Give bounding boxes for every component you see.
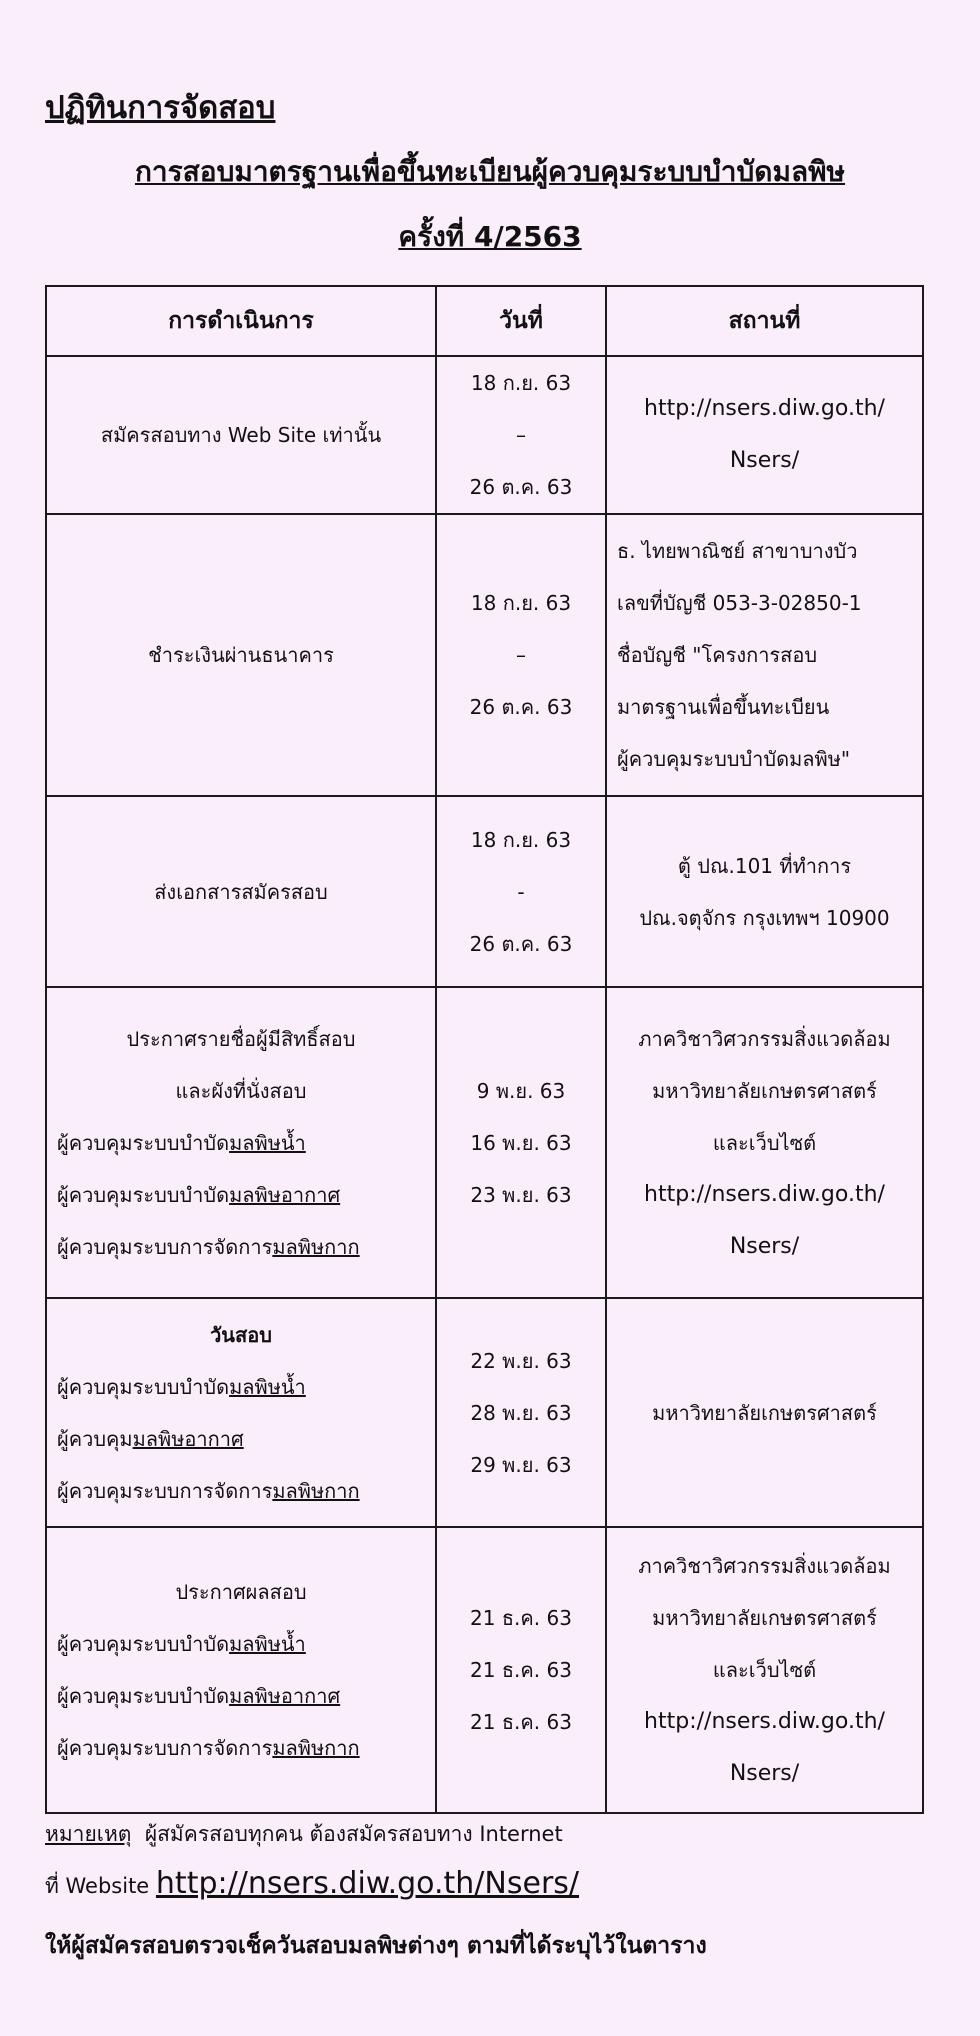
page-title: ปฏิทินการจัดสอบ bbox=[45, 90, 276, 126]
place-cell bbox=[606, 796, 923, 987]
date-separator: - bbox=[517, 879, 525, 904]
note-text: ผู้สมัครสอบทุกคน ต้องสมัครสอบทาง Internet bbox=[144, 1822, 563, 1846]
date-start: 18 ก.ย. 63 bbox=[470, 371, 572, 395]
activity-item: ผู้ควบคุมระบบบำบัดมลพิษอากาศ bbox=[57, 1684, 341, 1708]
activity-text: ชำระเงินผ่านธนาคาร bbox=[148, 643, 334, 667]
date-line: 21 ธ.ค. 63 bbox=[470, 1658, 572, 1682]
activity-cell bbox=[46, 1298, 436, 1527]
table-row bbox=[46, 514, 923, 796]
place-cell bbox=[606, 1298, 923, 1527]
note-label: หมายเหตุ bbox=[45, 1822, 132, 1846]
date-start: 18 ก.ย. 63 bbox=[470, 591, 572, 615]
date-cell bbox=[436, 987, 606, 1298]
note-line-1 bbox=[45, 1818, 563, 1851]
place-line: มหาวิทยาลัยเกษตรศาสตร์ bbox=[652, 1078, 877, 1103]
activity-item: ผู้ควบคุมมลพิษอากาศ bbox=[57, 1426, 244, 1451]
date-end: 26 ต.ค. 63 bbox=[469, 695, 573, 719]
activity-item: ผู้ควบคุมระบบการจัดการมลพิษกาก bbox=[57, 1736, 360, 1760]
table-row bbox=[46, 796, 923, 987]
activity-item: ผู้ควบคุมระบบบำบัดมลพิษอากาศ bbox=[57, 1182, 341, 1207]
date-start: 18 ก.ย. 63 bbox=[470, 827, 572, 852]
activity-item: ผู้ควบคุมระบบบำบัดมลพิษน้ำ bbox=[57, 1374, 306, 1399]
place-line: ภาควิชาวิศวกรรมสิ่งแวดล้อม bbox=[638, 1554, 891, 1578]
place-link-line[interactable]: Nsers/ bbox=[729, 448, 800, 473]
table-row bbox=[46, 987, 923, 1298]
date-cell bbox=[436, 356, 606, 514]
header-activity: การดำเนินการ bbox=[46, 286, 436, 356]
date-line: 23 พ.ย. 63 bbox=[470, 1182, 572, 1207]
date-line: 16 พ.ย. 63 bbox=[470, 1130, 572, 1155]
place-cell bbox=[606, 356, 923, 514]
place-line: ตู้ ปณ.101 ที่ทำการ bbox=[677, 853, 852, 878]
activity-cell bbox=[46, 514, 436, 796]
activity-cell bbox=[46, 987, 436, 1298]
table-row bbox=[46, 1298, 923, 1527]
activity-cell bbox=[46, 796, 436, 987]
place-line: ผู้ควบคุมระบบบำบัดมลพิษ" bbox=[617, 747, 851, 771]
activity-title: วันสอบ bbox=[210, 1322, 272, 1347]
place-line: มาตรฐานเพื่อขึ้นทะเบียน bbox=[617, 695, 830, 719]
date-line: 28 พ.ย. 63 bbox=[470, 1400, 572, 1425]
place-link-line[interactable]: http://nsers.diw.go.th/ bbox=[644, 1709, 885, 1734]
activity-item: ผู้ควบคุมระบบบำบัดมลพิษน้ำ bbox=[57, 1130, 306, 1155]
place-link-line[interactable]: Nsers/ bbox=[729, 1233, 800, 1259]
date-separator: – bbox=[516, 423, 526, 447]
place-link-line[interactable]: http://nsers.diw.go.th/ bbox=[644, 1181, 885, 1207]
place-link-line[interactable]: http://nsers.diw.go.th/ bbox=[644, 396, 885, 421]
activity-item: ผู้ควบคุมระบบบำบัดมลพิษน้ำ bbox=[57, 1632, 306, 1656]
place-cell bbox=[606, 1527, 923, 1813]
date-end: 26 ต.ค. 63 bbox=[469, 931, 573, 956]
activity-cell bbox=[46, 1527, 436, 1813]
activity-title: และผังที่นั่งสอบ bbox=[175, 1078, 307, 1103]
place-line: ธ. ไทยพาณิชย์ สาขาบางบัว bbox=[617, 539, 858, 563]
activity-title: ประกาศผลสอบ bbox=[175, 1580, 307, 1604]
place-line: และเว็บไซต์ bbox=[712, 1658, 817, 1682]
table-row bbox=[46, 356, 923, 514]
schedule-table bbox=[45, 285, 924, 1814]
place-line: มหาวิทยาลัยเกษตรศาสตร์ bbox=[652, 1606, 877, 1630]
document-subtitle: การสอบมาตรฐานเพื่อขึ้นทะเบียนผู้ควบคุมระบบบำบัดมลพิษ bbox=[134, 155, 846, 188]
date-line: 22 พ.ย. 63 bbox=[470, 1348, 572, 1373]
activity-cell bbox=[46, 356, 436, 514]
place-cell bbox=[606, 987, 923, 1298]
activity-item: ผู้ควบคุมระบบการจัดการมลพิษกาก bbox=[57, 1234, 360, 1259]
place-line: ชื่อบัญชี "โครงการสอบ bbox=[617, 643, 818, 667]
date-cell bbox=[436, 1527, 606, 1813]
date-line: 21 ธ.ค. 63 bbox=[470, 1710, 572, 1734]
place-cell bbox=[606, 514, 923, 796]
place-line: ปณ.จตุจักร กรุงเทพฯ 10900 bbox=[639, 905, 890, 930]
date-separator: – bbox=[516, 643, 526, 667]
date-line: 21 ธ.ค. 63 bbox=[470, 1606, 572, 1630]
website-link[interactable]: http://nsers.diw.go.th/Nsers/ bbox=[155, 1866, 580, 1901]
date-cell bbox=[436, 514, 606, 796]
date-line: 9 พ.ย. 63 bbox=[476, 1078, 566, 1103]
date-line: 29 พ.ย. 63 bbox=[470, 1452, 572, 1477]
activity-item: ผู้ควบคุมระบบการจัดการมลพิษกาก bbox=[57, 1478, 360, 1503]
activity-text: สมัครสอบทาง Web Site เท่านั้น bbox=[100, 423, 382, 447]
table-header-row bbox=[46, 286, 923, 356]
place-line: เลขที่บัญชี 053-3-02850-1 bbox=[617, 591, 862, 615]
date-cell bbox=[436, 1298, 606, 1527]
header-place: สถานที่ bbox=[606, 286, 923, 356]
header-date: วันที่ bbox=[436, 286, 606, 356]
table-row bbox=[46, 1527, 923, 1813]
place-line: มหาวิทยาลัยเกษตรศาสตร์ bbox=[652, 1400, 877, 1425]
note-line-3: ให้ผู้สมัครสอบตรวจเช็ควันสอบมลพิษต่างๆ ตามที่ได้ระบุไว้ในตาราง bbox=[45, 1933, 707, 1959]
place-line: ภาควิชาวิศวกรรมสิ่งแวดล้อม bbox=[638, 1026, 891, 1051]
place-link-line[interactable]: Nsers/ bbox=[729, 1761, 800, 1786]
note-line-2 bbox=[45, 1866, 579, 1903]
activity-text: ส่งเอกสารสมัครสอบ bbox=[154, 879, 328, 904]
activity-title: ประกาศรายชื่อผู้มีสิทธิ์สอบ bbox=[126, 1026, 356, 1051]
note-website-prefix: ที่ Website bbox=[45, 1874, 150, 1898]
date-cell bbox=[436, 796, 606, 987]
place-line: และเว็บไซต์ bbox=[712, 1130, 817, 1155]
exam-round: ครั้งที่ 4/2563 bbox=[398, 220, 582, 253]
date-end: 26 ต.ค. 63 bbox=[469, 475, 573, 499]
